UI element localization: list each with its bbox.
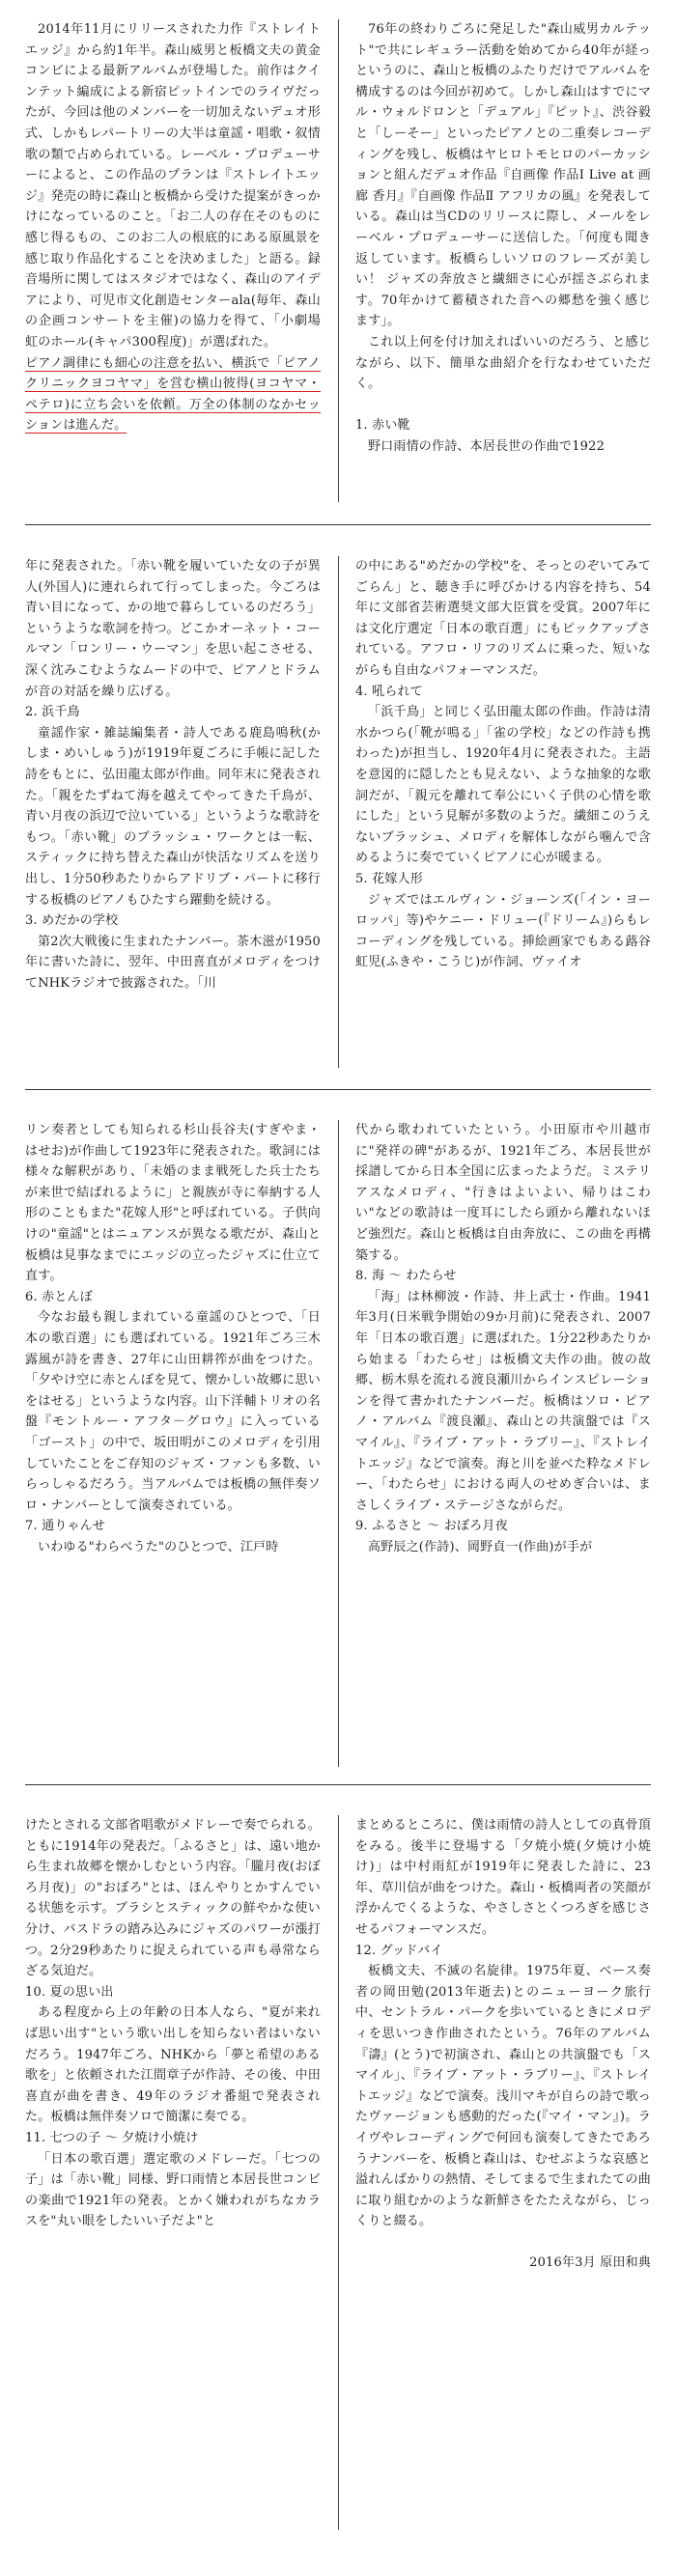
track-heading: 6. 赤とんぼ <box>25 1289 93 1304</box>
paragraph: ジャズではエルヴィン・ジョーンズ(「イン・ヨーロッパ」等)やケニー・ドリュー(『ドリーム』)らもレコーディングを残している。挿絵画家でもある蕗谷虹児(ふきや・こうじ)が作詞、ヴァイオ <box>355 892 651 970</box>
paragraph: 高野辰之(作詩)、岡野貞一(作曲)が手が <box>368 1539 593 1554</box>
column-left <box>25 19 321 436</box>
paragraph: 野口雨情の作詩、本居長世の作曲で1922 <box>368 438 606 454</box>
track-heading: 3. めだかの学校 <box>25 913 119 929</box>
author-signature: 2016年3月 原田和典 <box>529 2255 651 2271</box>
column-right <box>355 1815 651 2274</box>
track-heading: 1. 赤い靴 <box>355 418 410 434</box>
column-right <box>355 556 651 973</box>
text-block-1 <box>25 19 651 517</box>
track-heading: 11. 七つの子 ～ 夕焼け小焼け <box>25 2130 199 2145</box>
track-heading: 4. 吼られて <box>355 684 423 699</box>
paragraph: の中にある"めだかの学校"を、そっとのぞいてみてごらん」と、聴き手に呼びかける内容を持ち、54年に文部省芸術選奨文部大臣賞を受賞。2007年には文化庁選定「日本の歌百選」にもピックアップされている。アフロ・リフのリズムに乗った、短いながらも自由なパフォーマンスだ。 <box>355 559 651 678</box>
paragraph: いわゆる"わらべうた"のひとつで、江戸時 <box>38 1539 279 1554</box>
section-divider <box>25 524 651 525</box>
track-heading: 5. 花嫁人形 <box>355 871 423 886</box>
column-divider <box>338 556 339 1068</box>
paragraph: 「浜千鳥」と同じく弘田龍太郎の作曲。作詩は清水かつら(「靴が鳴る」「雀の学校」などの作詩も携わった)が担当し、1920年4月に発表された。主語を意図的に隠したとも見えない、ような抽象的な歌詞だが、「親元を離れて奉公にいく子供の心情を歌にした」という見解が多数のようだ。繊細このうえないブラッシュ、メロディを解体しながら噛んで含めるように奏でていくピアノに心が暖まる。 <box>355 705 651 866</box>
paragraph: 2014年11月にリリースされた力作『ストレイトエッジ』から約1年半。森山威男と板橋文夫の黄金コンビによる最新アルバムが登場した。前作はクインテット編成による新宿ピットインでのライヴだったが、今回は他のメンバーを一切加えないデュオ形式、しかもレパートリーの大半は童謡・唱歌・叙情歌の類で占められている。レーベル・プロデューサーによると、この作品のプランは『ストレイトエッジ』発売の時に森山と板橋から受けた提案がきっかけになっているのこと。「お二人の存在そのものに感じ得るもの、このお二人の根底的にある原風景を感じ取り作品化することを決めました」と語る。録音場所に関してはスタジオではなく、森山のアイデアにより、可児市文化創造センターala(毎年、森山の企画コンサートを主催)の協力を得て、「小劇場 虹のホール(キャパ300程度)」が選ばれた。 <box>25 22 321 350</box>
paragraph: 年に発表された。「赤い靴を履いていた女の子が異人(外国人)に連れられて行ってしまった。今ごろは青い目になって、かの地で暮らしているのだろう」というような歌詞を持つ。どこかオーネット・コールマン「ロンリー・ウーマン」を思い起こさせる、深く沈みこむようなムードの中で、ピアノとドラムが音の対話を繰り広げる。 <box>25 559 321 699</box>
column-left <box>25 1120 321 1557</box>
section-divider <box>25 1784 651 1785</box>
column-right <box>355 1120 651 1557</box>
paragraph: 板橋文夫、不滅の名旋律。1975年夏、ベース奏者の岡田勉(2013年逝去)とのニューヨーク旅行中、セントラル・パークを歩いているときにメロディを思いつき作曲されたという。76年のアルバム『濤』(とう)で初演され、森山との共演盤でも「スマイル」、『ライブ・アット・ラブリー』、『ストレイトエッジ』などで演奏。浅川マキが自らの詩で歌ったヴァージョンも感動的だった(『マイ・マン』)。ライヴやレコーディングで何回も演奏してきたであろうナンバーを、板橋と森山は、むせぶような哀感と溢れんばかりの熱情、そしてまるで生まれたての曲に取り組むかのような新鮮さをたたえながら、じっくりと綴る。 <box>355 1964 651 2229</box>
track-heading: 7. 通りゃんせ <box>25 1519 106 1534</box>
paragraph: 第2次大戦後に生まれたナンバー。茶木滋が1950年に書いた詩に、翌年、中田喜直がメロディをつけてNHKラジオで披露された。「川 <box>25 934 321 991</box>
highlighted-paragraph <box>25 353 321 436</box>
highlighted-text: ピアノ調律にも細心の注意を払い、横浜で「ピアノクリニックヨコヤマ」を営む横山彼得(ヨコヤマ・ペテロ)に立ち会いを依頼。万全の体制のなかセッションは進んだ。 <box>25 355 321 434</box>
column-divider <box>338 1815 339 2530</box>
track-heading: 10. 夏の思い出 <box>25 1984 114 2000</box>
paragraph: リン奏者としても知られる杉山長谷夫(すぎやま・はせお)が作曲して1923年に発表された。歌詞には様々な解釈があり、「未婚のまま戦死した兵士たちが来世で結ばれるように」と親族が寺に奉納する人形のこともまた"花嫁人形"と呼ばれている。子供向けの"童謡"とはニュアンスが異なる歌だが、森山と板橋は見事なまでにエッジの立ったジャズに仕立て直す。 <box>25 1123 321 1284</box>
column-left <box>25 1815 321 2232</box>
paragraph: 代から歌われていたという。小田原市や川越市に"発祥の碑"があるが、1921年ごろ、本居長世が採譜してから日本全国に広まったようだ。ミステリアスなメロディ、"行きはよいよい、帰りはこわい"などの歌詩は一度耳にしたら頭から離れないほど強烈だ。森山と板橋は自由奔放に、この曲を再構築する。 <box>355 1123 651 1263</box>
track-heading: 9. ふるさと ～ おぼろ月夜 <box>355 1519 508 1534</box>
section-divider <box>25 1089 651 1090</box>
paragraph: 童謡作家・雑誌編集者・詩人である鹿島鳴秋(かしま・めいしゅう)が1919年夏ごろに手帳に記した詩をもとに、弘田龍太郎が作曲。同年末に発表された。「親をたずねて海を越えてやってきた千鳥が、青い月夜の浜辺で泣いている」というような歌詩をもつ。「赤い靴」のブラッシュ・ワークとは一転、スティックに持ち替えた森山が快活なリズムを送り出し、1分50秒あたりからアドリブ・パートに移行する板橋のピアノもひたすら躍動を続ける。 <box>25 725 321 908</box>
column-right <box>355 19 651 457</box>
paragraph: 「海」は林柳波・作詩、井上武士・作曲。1941年3月(日米戦争開始の9か月前)に発表され、2007年「日本の歌百選」に選ばれた。1分22秒あたりから始まる「わたらせ」は板橋文夫作の曲。彼の故郷、栃木県を流れる渡良瀬川からインスピレーションを得て書かれたナンバーだ。板橋はソロ・ピアノ・アルバム『渡良瀬』、森山との共演盤では『スマイル』、『ライブ・アット・ラブリー』、『ストレイトエッジ』などで演奏。海と川を並べた粋なメドレー、「わたらせ」における両人のせめぎ合いは、まさしくライブ・ステージさながらだ。 <box>355 1289 651 1513</box>
text-block-4 <box>25 1815 651 2559</box>
paragraph: まとめるところに、僕は雨情の詩人としての真骨頂をみる。後半に登場する「夕焼小焼(夕焼け小焼け)」は中村雨紅が1919年に発表した詩に、23年、草川信が曲をつけた。森山・板橋両者の笑顔が浮かんでくるような、やさしさとくつろぎを感じさせるパフォーマンスだ。 <box>355 1818 651 1937</box>
column-divider <box>338 1120 339 1767</box>
track-heading: 12. グッドバイ <box>355 1943 443 1958</box>
column-divider <box>338 19 339 502</box>
paragraph: これ以上何を付け加えればいいのだろう、と感じながら、以下、簡単な曲紹介を行なわせていただく。 <box>355 334 651 392</box>
paragraph: 「日本の歌百選」選定歌のメドレーだ。「七つの子」は「赤い靴」同様、野口雨情と本居長世コンビの楽曲で1921年の発表。とかく嫌われがちなカラスを"丸い眼をしたいい子だよ"と <box>25 2151 321 2229</box>
text-block-2 <box>25 556 651 1078</box>
text-block-3 <box>25 1120 651 1777</box>
paragraph: ある程度から上の年齢の日本人なら、"夏が来れば思い出す"という歌い出しを知らない者はいないだろう。1947年ごろ、NHKから「夢と希望のある歌を」と依頼された江間章子が作詩、その後、中田喜直が曲を書き、49年のラジオ番組で発表された。板橋は無伴奏ソロで簡潔に奏でる。 <box>25 2005 321 2125</box>
column-left <box>25 556 321 994</box>
paragraph: 76年の終わりごろに発足した"森山威男カルテット"で共にレギュラー活動を始めてから40年が経っというのに、森山と板橋のふたりだけでアルバムを構成するのは今回が初めて。しかし森山はすでにマル・ウォルドロンと「デュアル」『ピット』、渋谷毅と「しーそー」といったピアノとの二重奏レコーディングを残し、板橋はヤヒロトモヒロのパーカッションと組んだデュオ作品『自画像 作品Ⅰ Live at 画廊 香月』『自画像 作品Ⅱ アフリカの風』を発表している。森山は当CDのリリースに際し、メールをレーベル・プロデューサーに送信した。「何度も聞き返しています。板橋らしいソロのフレーズが美しい！ ジャズの奔放さと繊細さに心が揺さぶられます。70年かけて蓄積された音への郷愁を強く感じます」。 <box>355 22 651 329</box>
track-heading: 8. 海 ～ わたらせ <box>355 1269 457 1284</box>
track-heading: 2. 浜千鳥 <box>25 705 80 720</box>
paragraph: けたとされる文部省唱歌がメドレーで奏でられる。ともに1914年の発表だ。「ふるさと」は、遠い地から生まれ故郷を懐かしむという内容。「朧月夜(おぼろ月夜)」の"おぼろ"とは、ほんやりとかすんでいる状態を示す。ブラシとスティックの鮮やかな使い分け、バスドラの踏み込みにジャズのパワーが漲打つ。2分29秒あたりに捉えられている声も尋常ならざる気迫だ。 <box>25 1818 321 1979</box>
paragraph: 今なお最も親しまれている童謡のひとつで、「日本の歌百選」にも選ばれている。1921年ごろ三木露風が詩を書き、27年に山田耕筰が曲をつけた。「夕やけ空に赤とんぼを見て、懐かしい故郷に思いをはせる」というような内容。山下洋輔トリオの名盤『モントルー・アフタ－グロウ』に入っている「ゴースト」の中で、坂田明がこのメロディを引用していたことをご存知のジャズ・ファンも多数、いらっしゃるだろう。当アルバムでは板橋の無伴奏ソロ・ナンバーとして演奏されている。 <box>25 1310 321 1513</box>
